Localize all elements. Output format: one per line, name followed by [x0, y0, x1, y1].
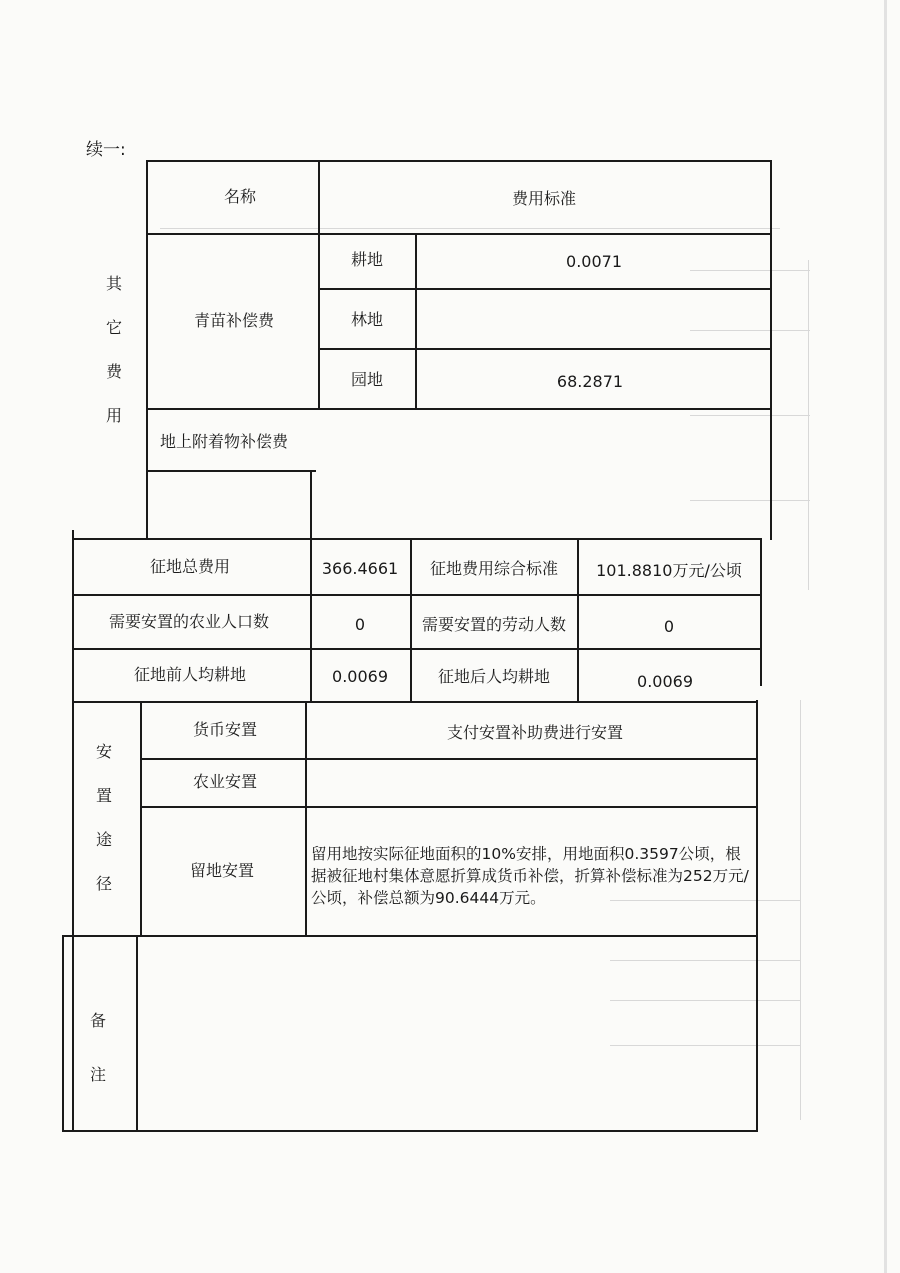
farmland-after-value: 0.0069	[637, 672, 693, 691]
farmland-value: 0.0071	[566, 252, 622, 271]
seedling-fee-label: 青苗补偿费	[193, 311, 275, 330]
labor-count-value: 0	[663, 617, 675, 636]
farmland-before-label: 征地前人均耕地	[133, 665, 247, 684]
garden-value: 68.2871	[556, 372, 624, 391]
farmland-label: 耕地	[350, 250, 384, 269]
agri-resettlement-label: 农业安置	[192, 772, 258, 791]
currency-resettlement-label: 货币安置	[192, 720, 258, 739]
standard-value: 101.8810万元/公顷	[596, 561, 742, 580]
total-cost-value: 366.4661	[321, 559, 399, 578]
column-header-standard: 费用标准	[511, 189, 577, 208]
resettlement-section-text: 安置途径	[95, 742, 112, 893]
continuation-label: 续一:	[86, 140, 126, 160]
farmland-after-label: 征地后人均耕地	[437, 667, 551, 686]
column-header-name: 名称	[223, 187, 257, 206]
attachments-fee-label: 地上附着物补偿费	[160, 432, 289, 451]
reserve-land-label: 留地安置	[189, 861, 255, 880]
garden-label: 园地	[350, 370, 384, 389]
agri-population-value: 0	[354, 615, 366, 634]
farmland-before-value: 0.0069	[332, 667, 388, 686]
labor-count-label: 需要安置的劳动人数	[421, 615, 567, 634]
standard-label: 征地费用综合标准	[429, 559, 559, 578]
page-right-edge	[884, 0, 887, 1273]
total-cost-label: 征地总费用	[149, 557, 231, 576]
other-fees-section-text: 其它费用	[105, 274, 122, 425]
remarks-text: 备注	[89, 1011, 106, 1084]
currency-resettlement-value: 支付安置补助费进行安置	[446, 723, 624, 742]
forest-label: 林地	[350, 310, 384, 329]
reserve-land-description: 留用地按实际征地面积的10%安排，用地面积0.3597公顷，根据被征地村集体意愿折算成货币补偿，折算补偿标准为252万元/公顷，补偿总额为90.6444万元。	[311, 845, 749, 907]
agri-population-label: 需要安置的农业人口数	[108, 612, 270, 631]
